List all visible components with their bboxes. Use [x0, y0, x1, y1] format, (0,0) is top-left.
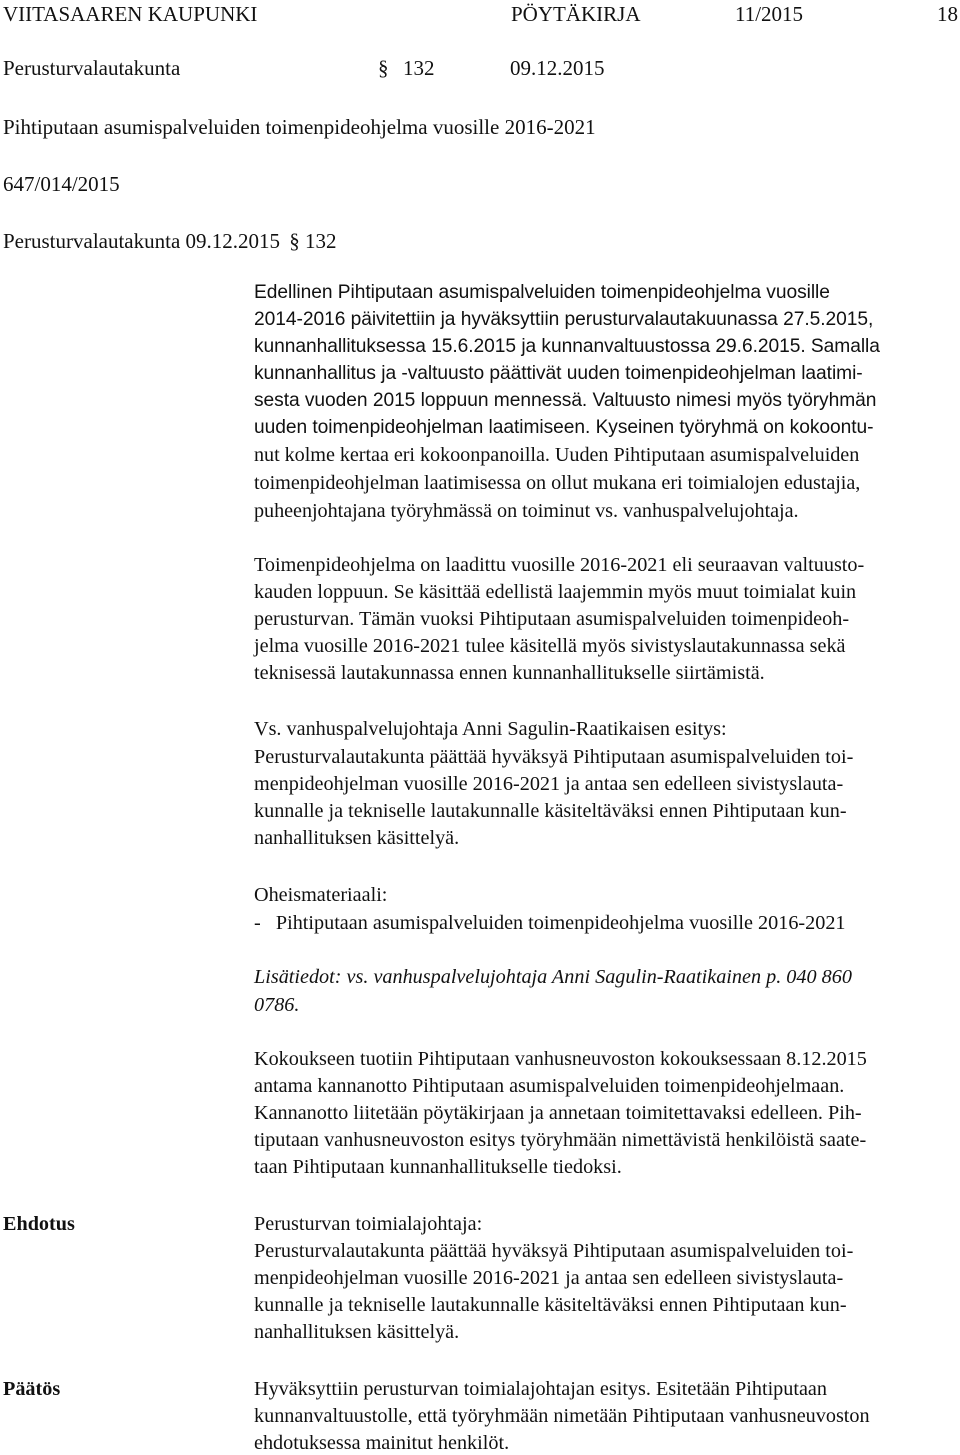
- text-line: nanhallituksen käsittelyä.: [254, 827, 460, 849]
- text-line: perusturvan. Tämän vuoksi Pihtiputaan asumispalveluiden toimenpideoh-: [254, 608, 850, 630]
- text-line: kauden loppuun. Se käsittää edellistä laajemmin myös muut toimialat kuin: [254, 581, 857, 603]
- proposal-label: Ehdotus: [3, 1213, 75, 1235]
- meeting-date: 09.12.2015: [510, 56, 605, 80]
- text-line: Hyväksyttiin perusturvan toimialajohtajan esitys. Esitetään Pihtiputaan: [254, 1378, 827, 1400]
- attachments-label: Oheismateriaali:: [254, 884, 388, 906]
- text-line: sesta vuoden 2015 loppuun mennessä. Valtuusto nimesi myös työryhmän: [254, 390, 877, 411]
- text-line: tiputaan vanhusneuvoston esitys työryhmään nimettävistä henkilöistä saate-: [254, 1129, 867, 1151]
- text-line: 0786.: [254, 994, 300, 1016]
- text-line: 2014-2016 päivitettiin ja hyväksyttiin perusturvalautakuunassa 27.5.2015,: [254, 309, 874, 330]
- text-line: nut kolme kertaa eri kokoonpanoilla. Uuden Pihtiputaan asumispalveluiden: [254, 444, 860, 466]
- document-title: Pihtiputaan asumispalveluiden toimenpideohjelma vuosille 2016-2021: [3, 115, 596, 139]
- board-name: Perusturvalautakunta: [3, 56, 181, 80]
- board-reference-text: Perusturvalautakunta 09.12.2015: [3, 229, 281, 253]
- decision-label: Päätös: [3, 1378, 61, 1400]
- text-line: Perusturvalautakunta päättää hyväksyä Pihtiputaan asumispalveluiden toi-: [254, 746, 854, 768]
- text-line: kunnanhallitus ja -valtuusto päättivät uuden toimenpideohjelman laatimi-: [254, 363, 863, 384]
- text-line: Edellinen Pihtiputaan asumispalveluiden toimenpideohjelma vuosille: [254, 282, 830, 303]
- text-line: Perusturvan toimialajohtaja:: [254, 1213, 483, 1235]
- text-line: kunnalle ja tekniselle lautakunnalle käsiteltäväksi ennen Pihtiputaan kun-: [254, 800, 847, 822]
- text-line: Kannanotto liitetään pöytäkirjaan ja annetaan toimitettavaksi edelleen. Pih-: [254, 1102, 862, 1124]
- document-number: 11/2015: [735, 2, 804, 26]
- page-number: 18: [937, 2, 958, 26]
- text-line: uuden toimenpideohjelman laatimiseen. Kyseinen työryhmä on kokoontu-: [254, 417, 874, 438]
- text-line: antama kannanotto Pihtiputaan asumispalveluiden toimenpideohjelmaan.: [254, 1075, 845, 1097]
- text-line: Toimenpideohjelma on laadittu vuosille 2016-2021 eli seuraavan valtuusto-: [254, 554, 865, 576]
- text-line: puheenjohtajana työryhmässä on toiminut vs. vanhuspalvelujohtaja.: [254, 500, 799, 522]
- text-line: ehdotuksessa mainitut henkilöt.: [254, 1432, 510, 1454]
- text-line: taan Pihtiputaan kunnanhallitukselle tiedoksi.: [254, 1156, 622, 1178]
- text-line: toimenpideohjelman laatimisessa on ollut mukana eri toimialojen edustajia,: [254, 472, 861, 494]
- municipality-name: VIITASAAREN KAUPUNKI: [3, 2, 258, 26]
- document-type: PÖYTÄKIRJA: [511, 2, 641, 26]
- proposal-heading: Vs. vanhuspalvelujohtaja Anni Sagulin-Raatikaisen esitys:: [254, 718, 727, 740]
- attachment-item: - Pihtiputaan asumispalveluiden toimenpideohjelma vuosille 2016-2021: [254, 912, 846, 934]
- text-line: Perusturvalautakunta päättää hyväksyä Pihtiputaan asumispalveluiden toi-: [254, 1240, 854, 1262]
- text-line: Lisätiedot: vs. vanhuspalvelujohtaja Anni Sagulin-Raatikainen p. 040 860: [254, 966, 852, 988]
- record-number: 647/014/2015: [3, 172, 120, 196]
- board-reference: [3, 229, 337, 254]
- text-line: Kokoukseen tuotiin Pihtiputaan vanhusneuvoston kokouksessaan 8.12.2015: [254, 1048, 867, 1070]
- section-number: 132: [403, 56, 435, 80]
- text-line: nanhallituksen käsittelyä.: [254, 1321, 460, 1343]
- text-line: teknisessä lautakunnassa ennen kunnanhallitukselle siirtämistä.: [254, 662, 765, 684]
- text-line: kunnanhallituksessa 15.6.2015 ja kunnanvaltuustossa 29.6.2015. Samalla: [254, 336, 880, 357]
- text-line: jelma vuosille 2016-2021 tulee käsitellä myös sivistyslautakunnassa sekä: [254, 635, 846, 657]
- board-reference-section: § 132: [289, 229, 337, 253]
- text-line: menpideohjelman vuosille 2016-2021 ja antaa sen edelleen sivistyslauta-: [254, 773, 844, 795]
- text-line: kunnanvaltuustolle, että työryhmään nimetään Pihtiputaan vanhusneuvoston: [254, 1405, 870, 1427]
- section-mark: §: [378, 56, 389, 80]
- text-line: kunnalle ja tekniselle lautakunnalle käsiteltäväksi ennen Pihtiputaan kun-: [254, 1294, 847, 1316]
- text-line: menpideohjelman vuosille 2016-2021 ja antaa sen edelleen sivistyslauta-: [254, 1267, 844, 1289]
